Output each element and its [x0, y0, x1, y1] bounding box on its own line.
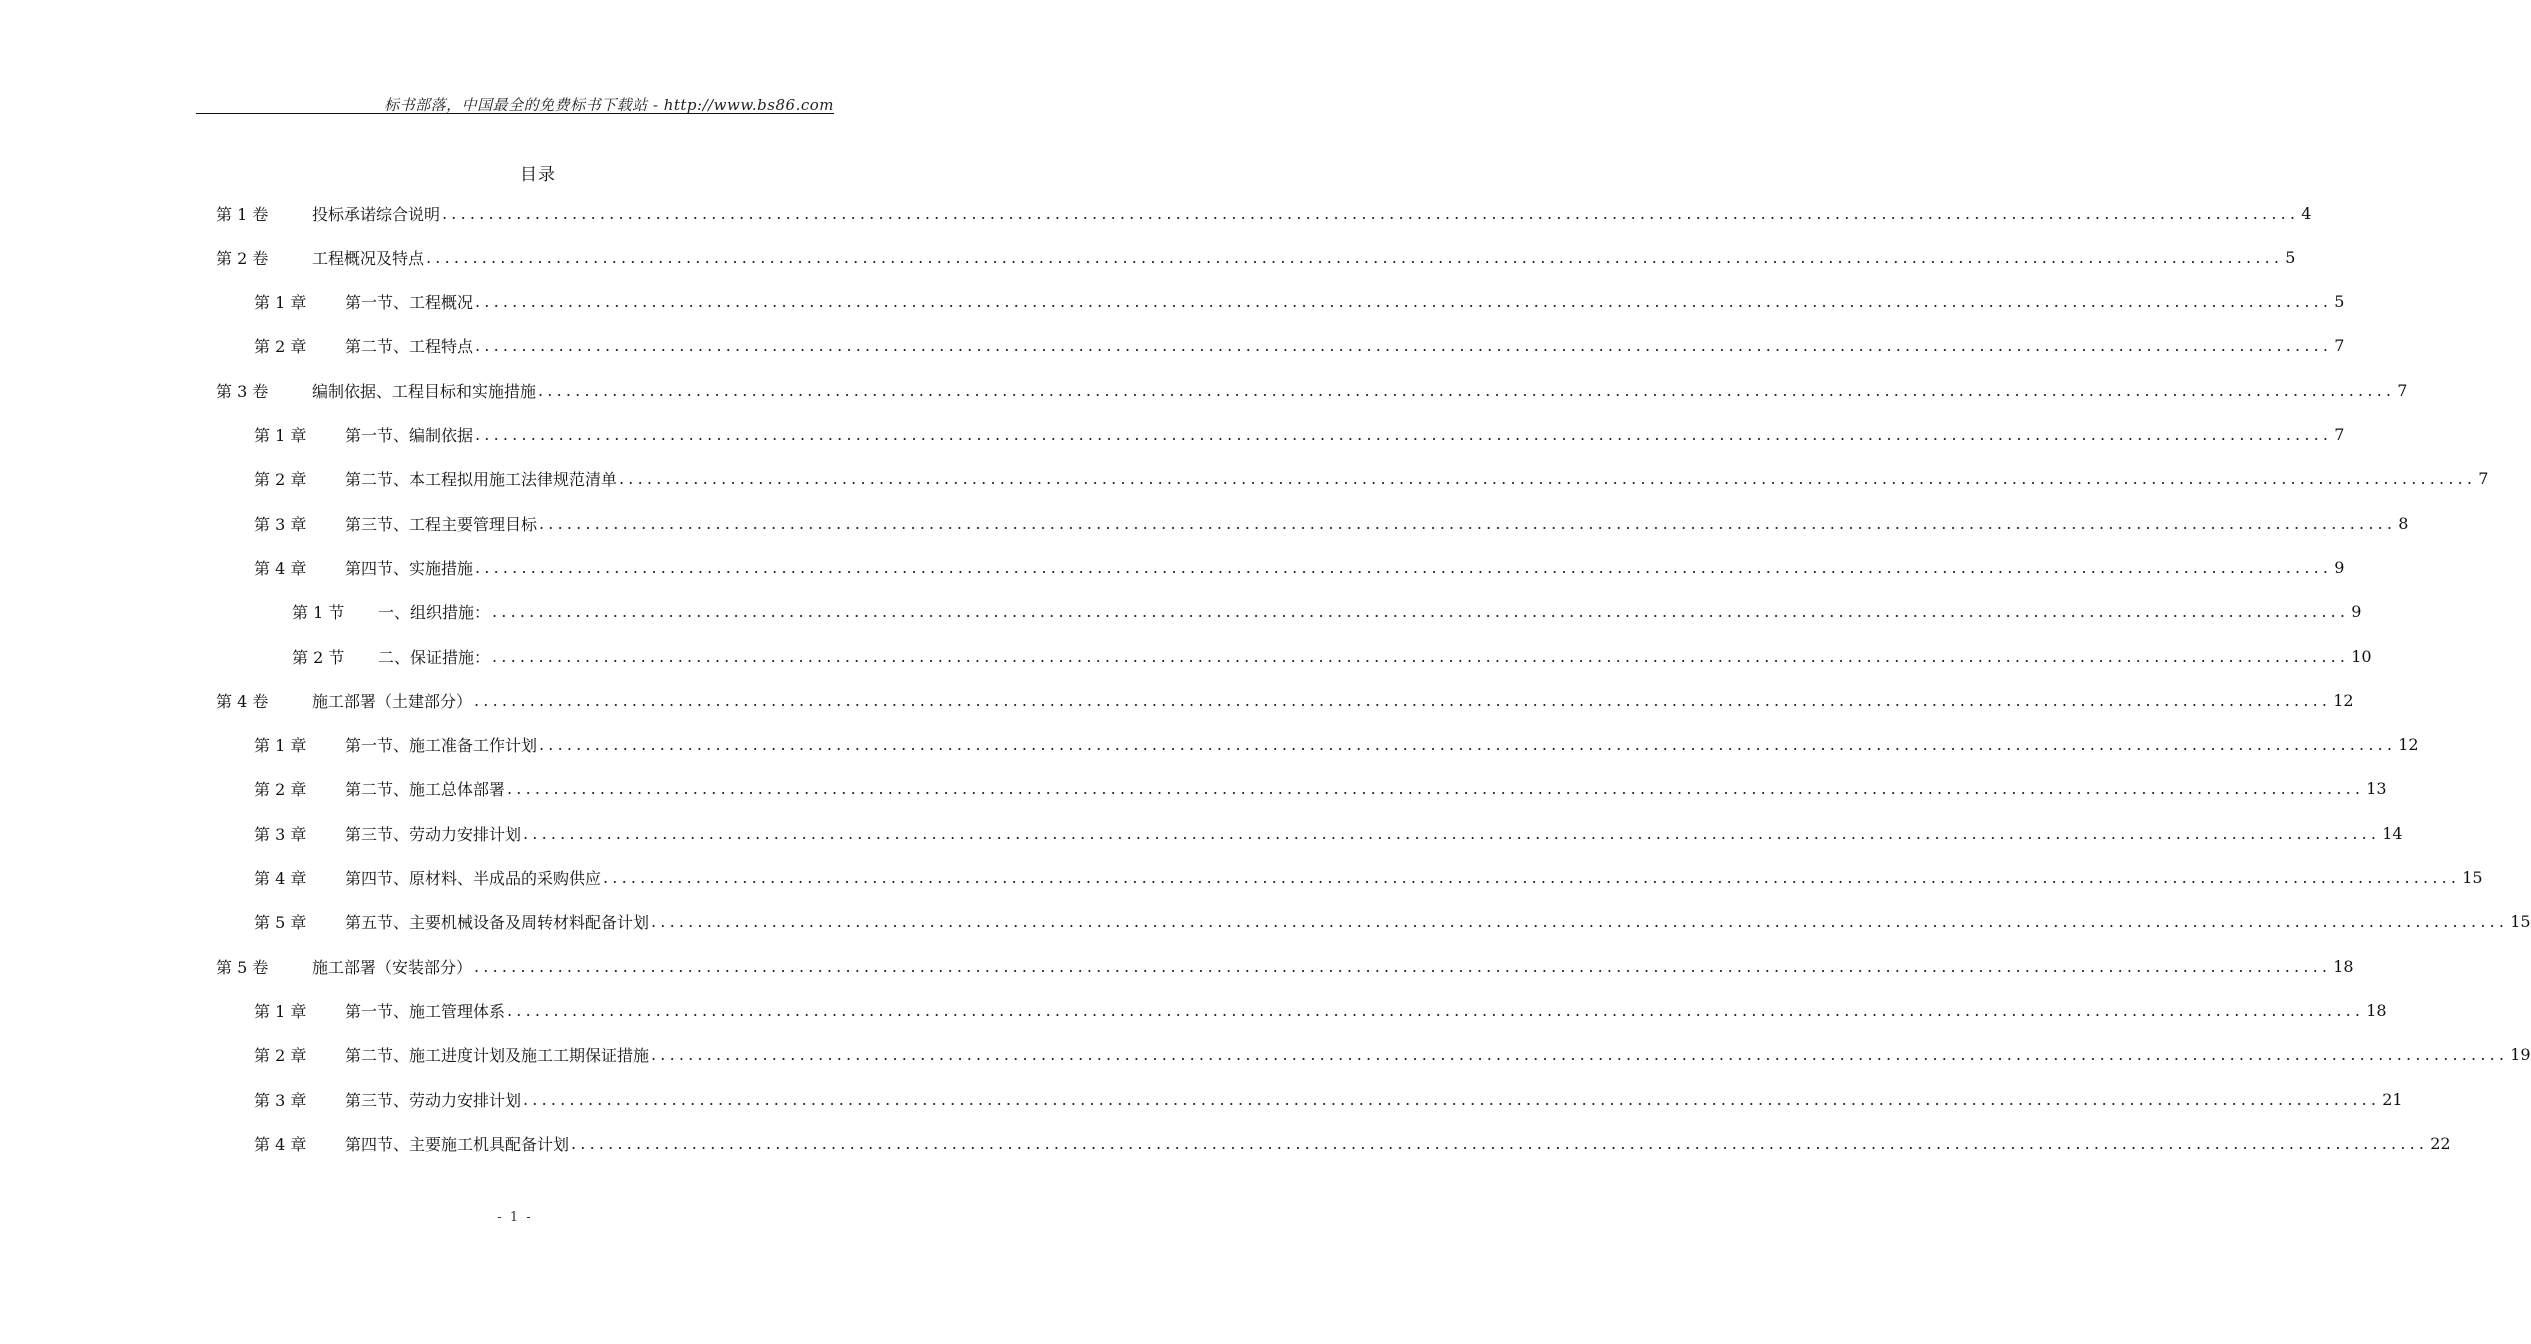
toc-entry-title: 第一节、施工管理体系: [345, 1001, 506, 1021]
toc-entry[interactable]: [254, 464, 2489, 494]
toc-entry[interactable]: [216, 242, 2296, 272]
toc-leader-dots: ........................................................................................................................................................................................................: [492, 602, 2350, 622]
toc-entry-number: 第 2 节: [292, 647, 345, 667]
toc-entry-title: 第二节、施工进度计划及施工工期保证措施: [345, 1046, 650, 1066]
page-header-text: 标书部落，中国最全的免费标书下载站 - http://www.bs86.com: [384, 96, 834, 114]
toc-entry-title: 施工部署（安装部分）: [312, 957, 473, 977]
toc-entry-page: 18: [2366, 1000, 2387, 1020]
toc-entry-number: 第 1 章: [254, 1001, 307, 1021]
toc-entry-number: 第 4 章: [254, 869, 307, 888]
toc-entry-number: 第 5 卷: [216, 957, 269, 977]
toc-entry-number: 第 1 章: [254, 293, 307, 313]
toc-entry-page: 5: [2285, 247, 2296, 267]
toc-entry[interactable]: [254, 1128, 2451, 1158]
toc-entry[interactable]: [216, 951, 2354, 981]
toc-entry-page: 4: [2301, 203, 2312, 223]
toc-leader-dots: ........................................................................................................................................................................................................: [539, 513, 2397, 533]
toc-entry[interactable]: [254, 1084, 2403, 1114]
toc-entry-page: 19: [2510, 1045, 2531, 1065]
toc-leader-dots: ........................................................................................................................................................................................................: [538, 380, 2396, 400]
toc-entry[interactable]: [292, 597, 2362, 627]
toc-leader-dots: ........................................................................................................................................................................................................: [603, 868, 2461, 887]
toc-leader-dots: ........................................................................................................................................................................................................: [571, 1133, 2429, 1153]
toc-entry-number: 第 2 卷: [216, 248, 269, 268]
toc-entry-title: 第五节、主要机械设备及周转材料配备计划: [345, 913, 650, 933]
toc-entry[interactable]: [254, 331, 2345, 361]
toc-entry-page: 7: [2334, 336, 2345, 356]
toc-entry-page: 10: [2351, 646, 2372, 666]
toc-leader-dots: ........................................................................................................................................................................................................: [507, 1000, 2365, 1020]
toc-entry-title: 二、保证措施：: [378, 647, 491, 667]
toc-leader-dots: ........................................................................................................................................................................................................: [475, 557, 2333, 577]
toc-entry-page: 15: [2462, 868, 2483, 887]
toc-entry-page: 7: [2397, 380, 2408, 400]
toc-entry[interactable]: [254, 730, 2419, 760]
toc-entry-number: 第 1 卷: [216, 204, 269, 224]
toc-leader-dots: ........................................................................................................................................................................................................: [474, 690, 2332, 710]
toc-leader-dots: ........................................................................................................................................................................................................: [492, 646, 2350, 666]
toc-entry[interactable]: [254, 907, 2531, 937]
toc-entry-number: 第 3 章: [254, 514, 307, 534]
toc-entry-page: 12: [2333, 690, 2354, 710]
toc-leader-dots: ........................................................................................................................................................................................................: [523, 823, 2381, 843]
toc-entry-page: 5: [2334, 292, 2345, 312]
toc-entry-page: 22: [2430, 1133, 2451, 1153]
footer-page-number: - 1 -: [497, 1210, 533, 1225]
toc-leader-dots: ........................................................................................................................................................................................................: [442, 203, 2300, 223]
toc-leader-dots: ........................................................................................................................................................................................................: [426, 247, 2284, 267]
toc-entry-page: 7: [2334, 425, 2345, 444]
toc-leader-dots: ........................................................................................................................................................................................................: [651, 1045, 2509, 1065]
toc-leader-dots: ........................................................................................................................................................................................................: [507, 779, 2365, 799]
toc-entry[interactable]: [254, 774, 2387, 804]
toc-entry-number: 第 1 节: [292, 603, 345, 623]
toc-entry-title: 投标承诺综合说明: [312, 204, 441, 224]
toc-entry-number: 第 3 章: [254, 1090, 307, 1110]
toc-entry[interactable]: [254, 995, 2387, 1025]
toc-entry-title: 施工部署（土建部分）: [312, 691, 473, 711]
toc-entry-number: 第 4 章: [254, 1134, 307, 1154]
toc-entry-number: 第 2 章: [254, 1046, 307, 1066]
toc-entry[interactable]: [254, 818, 2403, 848]
toc-entry[interactable]: [254, 863, 2483, 893]
toc-entry-title: 第一节、工程概况: [345, 293, 474, 313]
toc-entry-title: 第二节、施工总体部署: [345, 780, 506, 800]
toc-entry[interactable]: [216, 685, 2354, 715]
toc-entry-number: 第 3 卷: [216, 381, 269, 401]
toc-entry[interactable]: [254, 287, 2345, 317]
toc-entry-page: 21: [2382, 1089, 2403, 1109]
toc-entry-page: 13: [2366, 779, 2387, 799]
toc-entry-page: 15: [2510, 912, 2531, 932]
toc-entry-number: 第 4 卷: [216, 691, 269, 711]
toc-entry-page: 9: [2334, 557, 2345, 577]
toc-leader-dots: ........................................................................................................................................................................................................: [475, 336, 2333, 356]
toc-entry-number: 第 2 章: [254, 780, 307, 800]
toc-leader-dots: ........................................................................................................................................................................................................: [475, 292, 2333, 312]
toc-leader-dots: ........................................................................................................................................................................................................: [651, 912, 2509, 932]
toc-entry-page: 9: [2351, 602, 2362, 622]
toc-leader-dots: ........................................................................................................................................................................................................: [474, 956, 2332, 976]
toc-entry-number: 第 4 章: [254, 558, 307, 578]
toc-title: 目录: [520, 165, 556, 185]
toc-leader-dots: ........................................................................................................................................................................................................: [475, 425, 2333, 444]
toc-entry-page: 18: [2333, 956, 2354, 976]
toc-entry-title: 第四节、原材料、半成品的采购供应: [345, 869, 602, 888]
toc-entry-title: 第四节、主要施工机具配备计划: [345, 1134, 570, 1154]
toc-entry-title: 编制依据、工程目标和实施措施: [312, 381, 537, 401]
toc-entry-page: 8: [2398, 513, 2409, 533]
toc-entry-title: 第三节、劳动力安排计划: [345, 1090, 522, 1110]
toc-entry-page: 14: [2382, 823, 2403, 843]
toc-entry[interactable]: [292, 641, 2372, 671]
toc-entry-title: 第四节、实施措施: [345, 558, 474, 578]
toc-entry-number: 第 1 章: [254, 736, 307, 756]
toc-entry-page: 12: [2398, 735, 2419, 755]
toc-entry[interactable]: [216, 198, 2312, 228]
toc-leader-dots: ........................................................................................................................................................................................................: [619, 469, 2477, 489]
toc-entry[interactable]: [216, 375, 2408, 405]
header-rule: [196, 113, 834, 114]
toc-entry-title: 第三节、劳动力安排计划: [345, 824, 522, 844]
toc-entry-number: 第 2 章: [254, 470, 307, 490]
toc-entry-title: 一、组织措施：: [378, 603, 491, 623]
toc-entry[interactable]: [254, 508, 2409, 538]
toc-entry-title: 第二节、本工程拟用施工法律规范清单: [345, 470, 618, 490]
toc-entry-number: 第 1 章: [254, 426, 307, 445]
toc-entry-number: 第 5 章: [254, 913, 307, 933]
toc-entry-title: 工程概况及特点: [312, 248, 425, 268]
toc-entry-number: 第 2 章: [254, 337, 307, 357]
toc-entry-number: 第 3 章: [254, 824, 307, 844]
toc-entry[interactable]: [254, 1040, 2531, 1070]
toc-entry[interactable]: [254, 420, 2345, 450]
toc-leader-dots: ........................................................................................................................................................................................................: [539, 735, 2397, 755]
toc-entry-title: 第一节、施工准备工作计划: [345, 736, 538, 756]
toc-entry-title: 第二节、工程特点: [345, 337, 474, 357]
toc-entry-page: 7: [2478, 469, 2489, 489]
toc-entry-title: 第一节、编制依据: [345, 426, 474, 445]
toc-entry-title: 第三节、工程主要管理目标: [345, 514, 538, 534]
toc-leader-dots: ........................................................................................................................................................................................................: [523, 1089, 2381, 1109]
toc-entry[interactable]: [254, 552, 2345, 582]
